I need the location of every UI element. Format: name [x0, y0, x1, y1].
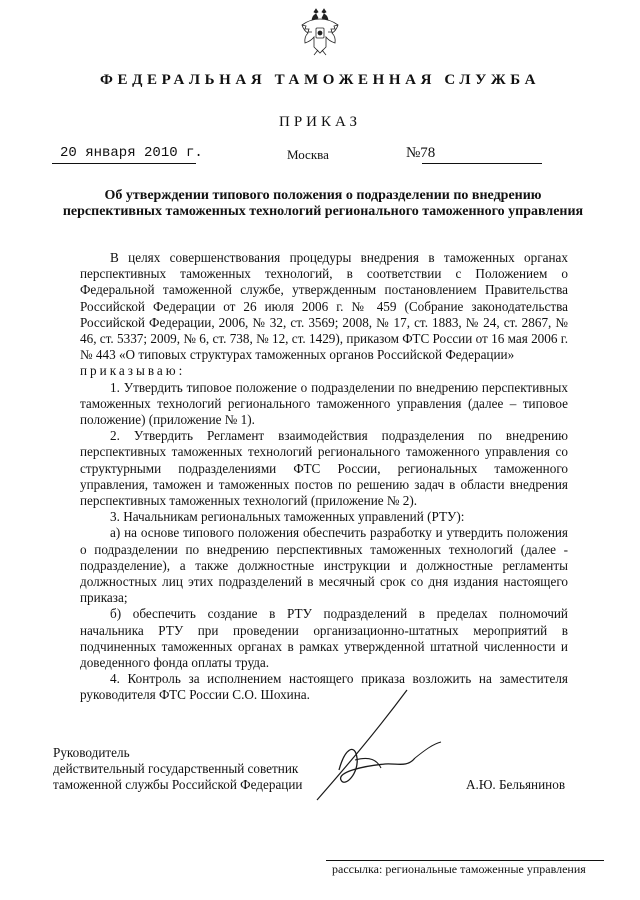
signer-title-line-3: таможенной службы Российской Федерации — [53, 777, 303, 792]
order-city: Москва — [287, 147, 329, 162]
item-3b-paragraph: б) обеспечить создание в РТУ подразделений в пределах полномочий начальника РТУ при проведении организационно-штатных мероприятий в подчиненных таможенных органах в рамках утвержденной штатной численности и доведенного фонда оплаты труда. — [80, 606, 568, 671]
signer-title-line-2: действительный государственный советник — [53, 761, 299, 776]
distribution-list: рассылка: региональные таможенные управления — [332, 862, 586, 876]
date-underline — [52, 163, 196, 164]
handwritten-signature — [315, 688, 445, 803]
item-3-paragraph: 3. Начальникам региональных таможенных управлений (РТУ): — [110, 509, 465, 525]
document-body — [80, 250, 568, 704]
distribution-divider — [326, 860, 604, 861]
agency-name: ФЕДЕРАЛЬНАЯ ТАМОЖЕННАЯ СЛУЖБА — [99, 72, 541, 88]
signer-name: А.Ю. Бельянинов — [466, 777, 566, 792]
signer-title-line-1: Руководитель — [53, 745, 130, 760]
document-type: ПРИКАЗ — [279, 114, 361, 130]
signer-title-block — [53, 745, 302, 793]
order-number: №78 — [406, 145, 436, 161]
item-2-paragraph: 2. Утвердить Регламент взаимодействия подразделения по внедрению перспективных таможенных технологий регионального таможенного управления со структурными подразделениями ФТС России, региональных таможенного управления, таможен и таможенных постов по решению задач в области внедрения перспективных таможенных технологий (приложение № 2). — [80, 428, 568, 509]
item-4-paragraph: 4. Контроль за исполнением настоящего приказа возложить на заместителя руководителя ФТС России С.О. Шохина. — [80, 671, 568, 703]
orders-word: приказываю: — [80, 363, 186, 379]
double-headed-eagle-emblem-icon — [296, 6, 344, 58]
document-title: Об утверждении типового положения о подразделении по внедрению перспективных таможенных технологий регионального таможенного управления — [62, 188, 584, 219]
order-date: 20 января 2010 г. — [60, 145, 203, 161]
preamble-paragraph: В целях совершенствования процедуры внедрения в таможенных органах перспективных таможенных технологий, в соответствии с Положением о Федеральной таможенной службе, утвержденным постановлением Правительства Российской Федерации от 26 июля 2006 г. № 459 (Собрание законодательства Российской Федерации, 2006, № 32, ст. 3569; 2008, № 17, ст. 1883, № 24, ст. 2867, № 46, ст. 5337; 2009, № 6, ст. 738, № 12, ст. 1429), приказом ФТС России от 16 мая 2006 г. № 443 «О типовых структурах таможенных органов Российской Федерации» — [80, 250, 568, 363]
item-1-paragraph: 1. Утвердить типовое положение о подразделении по внедрению перспективных таможенных технологий регионального таможенного управления (далее – типовое положение) (приложение № 1). — [80, 379, 568, 428]
item-3a-paragraph: а) на основе типового положения обеспечить разработку и утвердить положения о подразделении по внедрению перспективных таможенных технологий (далее - подразделение), а также должностные инструкции и должностные регламенты должностных лиц этих подразделений в месячный срок со дня издания настоящего приказа; — [80, 525, 568, 606]
number-underline — [422, 163, 542, 164]
